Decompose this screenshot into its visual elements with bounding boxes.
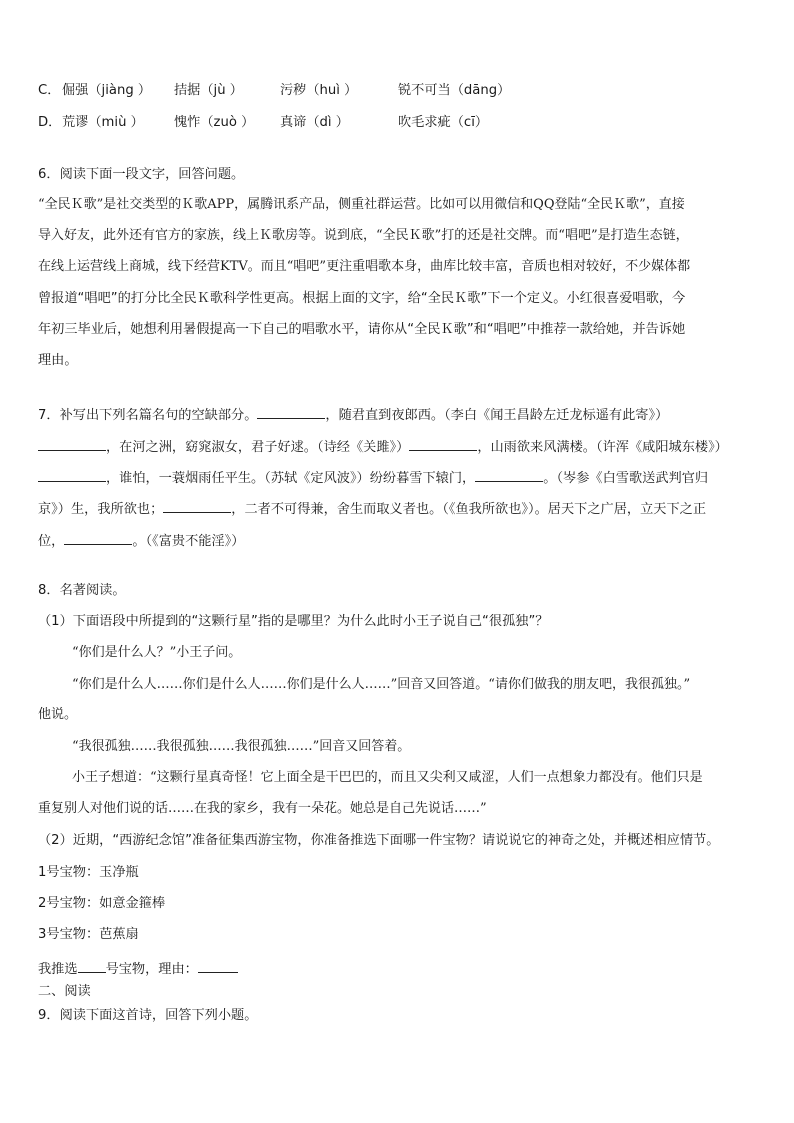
q6-line: 年初三毕业后，她想利用暑假提高一下自己的唱歌水平，请你从“全民Ｋ歌”和“唱吧”中推荐一款给她，并告诉她 [38,322,686,337]
option-item: 锐不可当（dāng） [398,83,511,98]
q6-line: 导入好友，此外还有官方的家族，线上Ｋ歌房等。说到底，“全民Ｋ歌”打的还是社交牌。而“唱吧”是打造生态链， [38,228,689,243]
q6-line: 曾报道“唱吧”的打分比全民Ｋ歌科学性更高。根据上面的文字，给“全民Ｋ歌”下一个定义。小红很喜爱唱歌，今 [38,291,686,306]
q6-line: “全民Ｋ歌”是社交类型的Ｋ歌APP，属腾讯系产品，侧重社群运营。比如可以用微信和QQ登陆“全民Ｋ歌”，直接 [38,197,685,212]
option-item: 倔强（jiàng ） [62,83,152,98]
answer-blank[interactable] [38,436,106,451]
passage-line: 重复别人对他们说的话……在我的家乡，我有一朵花。她总是自己先说话……” [38,801,487,816]
option-item: 吹毛求疵（cī） [398,115,489,130]
treasure-item: 1号宝物：玉净瓶 [38,865,139,880]
q7-line: 位， 。（《富贵不能淫》） [38,530,244,551]
passage-line: “我很孤独……我很孤独……我很孤独……”回音又回答着。 [72,739,411,754]
q7-line: 7．补写出下列名篇名句的空缺部分。 ，随君直到夜郎西。（李白《闻王昌龄左迁龙标遥有此寄》） [38,404,668,425]
q7-line: 京》）生，我所欲也； ，二者不可得兼，舍生而取义者也。（《鱼我所欲也》）。居天下之广居，立天下之正 [38,498,706,519]
answer-blank[interactable] [409,436,477,451]
section-heading: 二、阅读 [38,984,91,999]
treasure-item: 3号宝物：芭蕉扇 [38,927,139,942]
option-label: D． [38,115,62,130]
answer-blank[interactable] [198,958,238,973]
recommend-line: 我推选 号宝物，理由： [38,958,238,979]
passage-line: 他说。 [38,707,78,722]
q6-title: 6．阅读下面一段文字，回答问题。 [38,167,245,182]
q8-sub1: （1）下面语段中所提到的“这颗行星”指的是哪里？为什么此时小王子说自己“很孤独”？ [38,614,549,629]
option-item: 拮据（jù ） [174,83,243,98]
q7-line: ，在河之洲，窈窕淑女，君子好逑。（诗经《关雎》） ，山雨欲来风满楼。（许浑《咸阳城东楼》） [38,436,728,457]
q9-title: 9．阅读下面这首诗，回答下列小题。 [38,1008,258,1023]
answer-blank[interactable] [38,467,106,482]
q6-line: 在线上运营线上商城，线下经营KTV。而且“唱吧”更注重唱歌本身，曲库比较丰富，音质也相对较好，不少媒体都 [38,259,691,274]
answer-blank[interactable] [78,958,106,973]
option-item: 荒谬（miù ） [62,115,144,130]
option-item: 愧怍（zuò ） [174,115,255,130]
treasure-item: 2号宝物：如意金箍棒 [38,896,166,911]
option-item: 污秽（huì ） [280,83,358,98]
answer-blank[interactable] [163,498,231,513]
q7-line: ，谁怕，一蓑烟雨任平生。（苏轼《定风波》）纷纷暮雪下辕门， 。（岑参《白雪歌送武判官归 [38,467,708,488]
passage-line: “你们是什么人……你们是什么人……你们是什么人……”回音又回答道。“请你们做我的朋友吧，我很孤独。” [72,677,691,692]
answer-blank[interactable] [257,404,325,419]
answer-blank[interactable] [475,467,543,482]
q6-line: 理由。 [38,353,78,368]
option-label: C． [38,83,61,98]
answer-blank[interactable] [64,530,132,545]
option-item: 真谛（dì ） [280,115,349,130]
q8-sub2: （2）近期，“西游纪念馆”准备征集西游宝物，你准备推选下面哪一件宝物？请说说它的神奇之处，并概述相应情节。 [38,833,720,848]
q8-title: 8．名著阅读。 [38,583,126,598]
passage-line: “你们是什么人？”小王子问。 [72,645,242,660]
passage-line: 小王子想道：“这颗行星真奇怪！它上面全是干巴巴的，而且又尖利又咸涩，人们一点想象力都没有。他们只是 [72,770,703,785]
